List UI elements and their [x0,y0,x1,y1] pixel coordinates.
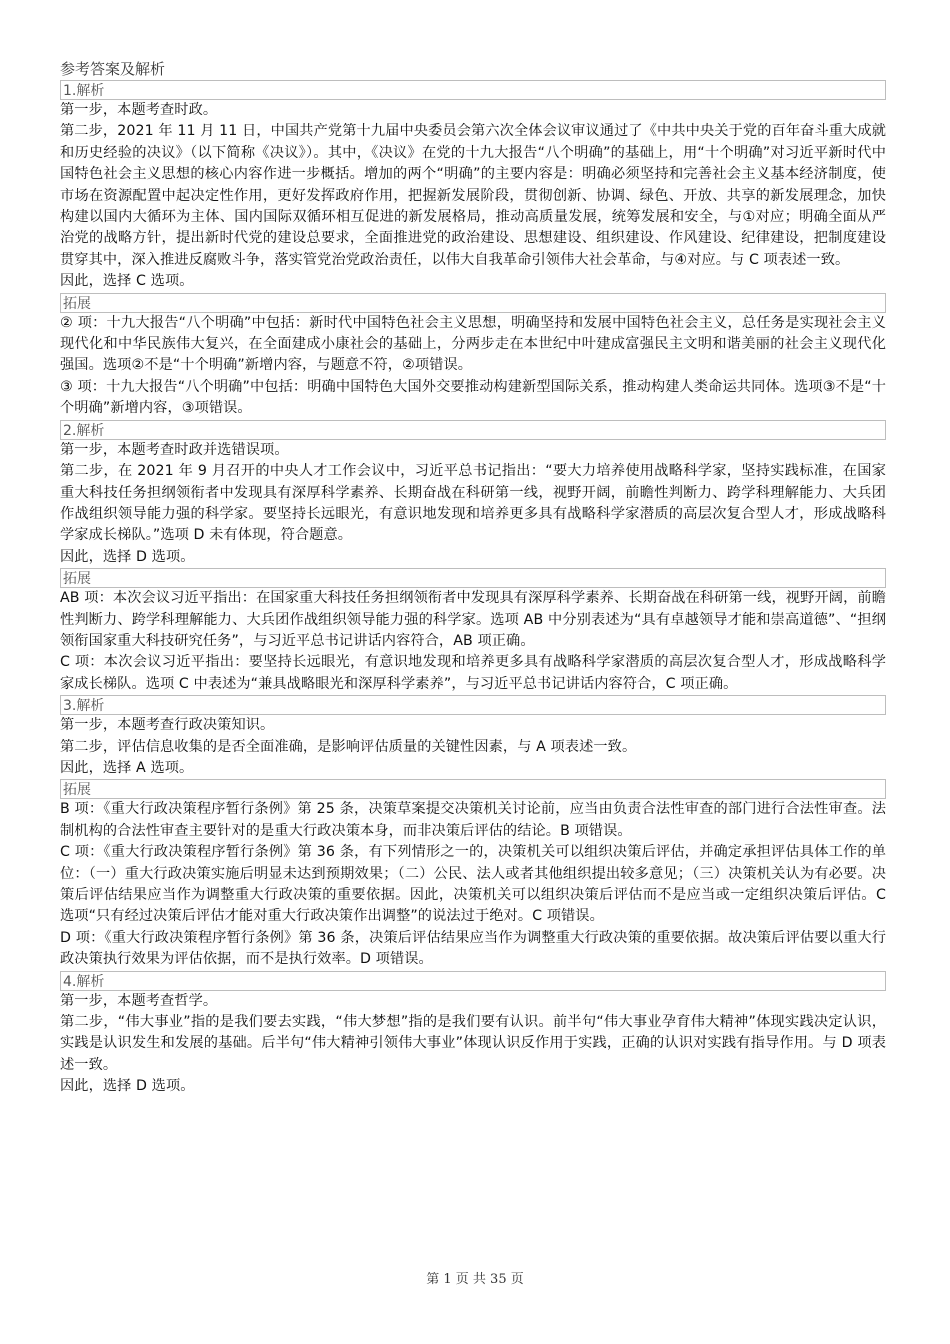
section-3-extension-item: C 项：《重大行政决策程序暂行条例》第 36 条，有下列情形之一的，决策机关可以组织决策后评估，并确定承担评估具体工作的单位：（一）重大行政决策实施后明显未达到预期效果；（二）公民、法人或者其他组织提出较多意见；（三）决策机关认为有必要。决策后评估结果应当作为调整重大行政决策的重要依据。因此，决策机关可以组织决策后评估而不是应当或一定组织决策后评估。C 选项“只有经过决策后评估才能对重大行政决策作出调整”的说法过于绝对。C 项错误。 [60,844,886,925]
section-2-header: 2.解析 [60,420,886,440]
section-3-extension-item: B 项：《重大行政决策程序暂行条例》第 25 条，决策草案提交决策机关讨论前，应当由负责合法性审查的部门进行合法性审查。法制机构的合法性审查主要针对的是重大行政决策本身，而非决策后评估的结论。B 项错误。 [60,801,886,839]
page-number-footer: 第 1 页 共 35 页 [426,1272,524,1287]
section-2-step-2: 第二步，在 2021 年 9 月召开的中央人才工作会议中，习近平总书记指出：“要大力培养使用战略科学家，坚持实践标准，在国家重大科技任务担纲领衔者中发现具有深厚科学素养、长期奋战在科研第一线，视野开阔，前瞻性判断力、跨学科理解能力、大兵团作战组织领导能力强的科学家。要坚持长远眼光，有意识地发现和培养更多具有战略科学家潜质的高层次复合型人才，形成战略科学家成长梯队。”选项 D 未有体现，符合题意。 [60,463,886,544]
section-1-step-2: 第二步，2021 年 11 月 11 日，中国共产党第十九届中央委员会第六次全体会议审议通过了《中共中央关于党的百年奋斗重大成就和历史经验的决议》（以下简称《决议》）。其中，《决议》在党的十九大报告“八个明确”的基础上，用“十个明确”对习近平新时代中国特色社会主义思想的核心内容作进一步概括。增加的两个“明确”的主要内容是：明确必须坚持和完善社会主义基本经济制度，使市场在资源配置中起决定性作用，更好发挥政府作用，把握新发展阶段，贯彻创新、协调、绿色、开放、共享的新发展理念，加快构建以国内大循环为主体、国内国际双循环相互促进的新发展格局，推动高质量发展，统筹发展和安全，与①对应；明确全面从严治党的战略方针，提出新时代党的建设总要求，全面推进党的政治建设、思想建设、组织建设、作风建设、纪律建设，把制度建设贯穿其中，深入推进反腐败斗争，落实管党治党政治责任，以伟大自我革命引领伟大社会革命，与④对应。与 C 项表述一致。 [60,123,886,268]
section-4-step-2: 第二步，“伟大事业”指的是我们要去实践，“伟大梦想”指的是我们要有认识。前半句“伟大事业孕育伟大精神”体现实践决定认识，实践是认识发生和发展的基础。后半句“伟大精神引领伟大事业”体现认识反作用于实践，正确的认识对实践有指导作用。与 D 项表述一致。 [60,1014,886,1073]
section-3-step-2: 第二步，评估信息收集的是否全面准确，是影响评估质量的关键性因素，与 A 项表述一致。 [60,738,637,755]
section-3-conclusion: 因此，选择 A 选项。 [60,759,194,776]
section-2-extension-header: 拓展 [60,568,886,588]
section-2-extension-item: C 项：本次会议习近平指出：要坚持长远眼光，有意识地发现和培养更多具有战略科学家潜质的高层次复合型人才，形成战略科学家成长梯队。选项 C 中表述为“兼具战略眼光和深厚科学素养”，与习近平总书记讲话内容符合，C 项正确。 [60,654,886,692]
section-3-extension-item: D 项：《重大行政决策程序暂行条例》第 36 条，决策后评估结果应当作为调整重大行政决策的重要依据。故决策后评估要以重大行政决策执行效果为评估依据，而不是执行效率。D 项错误。 [60,929,886,968]
section-1-extension-item: ② 项：十九大报告“八个明确”中包括：新时代中国特色社会主义思想，明确坚持和发展中国特色社会主义，总任务是实现社会主义现代化和中华民族伟大复兴，在全面建成小康社会的基础上，分两步走在本世纪中叶建成富强民主文明和谐美丽的社会主义现代化强国。选项②不是“十个明确”新增内容，与题意不符，②项错误。 [60,314,886,374]
section-3-extension-header: 拓展 [60,779,886,799]
section-1-step-1: 第一步，本题考查时政。 [60,102,218,118]
section-1-extension-header: 拓展 [60,293,886,313]
section-3-header: 3.解析 [60,695,886,715]
section-4-step-1: 第一步，本题考查哲学。 [60,992,218,1009]
section-1-extension-item: ③ 项：十九大报告“八个明确”中包括：明确中国特色大国外交要推动构建新型国际关系，推动构建人类命运共同体。选项③不是“十个明确”新增内容，③项错误。 [60,378,886,417]
section-1-header: 1.解析 [60,80,886,100]
section-1-conclusion: 因此，选择 C 选项。 [60,273,194,290]
section-2-conclusion: 因此，选择 D 选项。 [60,548,195,565]
section-4-conclusion: 因此，选择 D 选项。 [60,1078,195,1095]
section-2-step-1: 第一步，本题考查时政并选错误项。 [60,441,289,458]
section-2-extension-item: AB 项：本次会议习近平指出：在国家重大科技任务担纲领衔者中发现具有深厚科学素养、长期奋战在科研第一线，视野开阔，前瞻性判断力、跨学科理解能力、大兵团作战组织领导能力强的科学家。选项 AB 中分别表述为“具有卓越领导才能和崇高道德”、“担纲领衔国家重大科技研究任务”，与习近平总书记讲话内容符合，AB 项正确。 [60,590,886,649]
section-3-step-1: 第一步，本题考查行政决策知识。 [60,717,275,734]
document-page [60,58,886,1098]
section-4-header: 4.解析 [60,971,886,991]
document-title: 参考答案及解析 [60,60,166,78]
